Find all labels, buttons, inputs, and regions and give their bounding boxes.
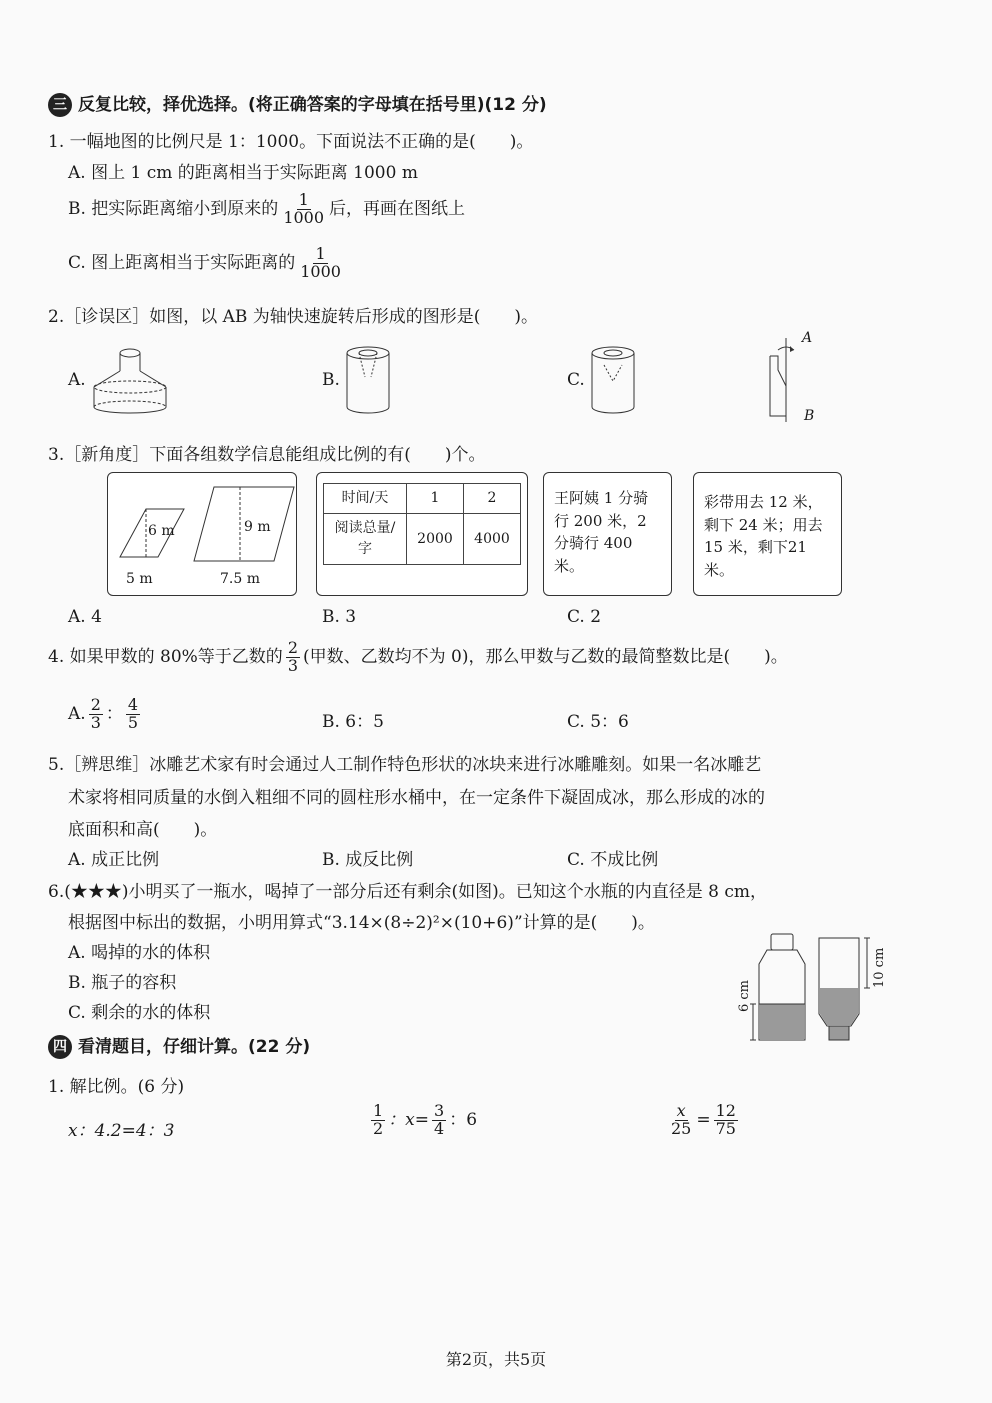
- fraction: $\frac{1}{1000}$: [300, 244, 341, 281]
- fraction: $\frac{2}{3}$: [287, 638, 298, 675]
- q4-stem: 4. 如果甲数的 80%等于乙数的 $\frac{2}{3}$ (甲数、乙数均不为 0)，那么甲数与乙数的最简整数比是( )。: [48, 638, 788, 675]
- q2-option-c-label: C.: [567, 370, 585, 390]
- q5-option-b: B. 成反比例: [322, 850, 414, 870]
- table-row-label: 阅读总量/字: [324, 514, 407, 565]
- q4-option-c: C. 5：6: [567, 712, 629, 732]
- q3-box-ribbon: [693, 472, 842, 596]
- q1-stem: 1. 一幅地图的比例尺是 1：1000。下面说法不正确的是( )。: [48, 132, 534, 152]
- proportion-2: $\frac{1}{2}$ ：x= $\frac{3}{4}$ ：6: [373, 1101, 478, 1138]
- q2-figure-c: [588, 345, 638, 417]
- q3-box-table: [316, 472, 528, 596]
- base-label-2: 7.5 m: [220, 571, 260, 587]
- q3-option-c: C. 2: [567, 607, 602, 627]
- table-cell: 2000: [407, 514, 464, 565]
- q3-option-a: A. 4: [68, 607, 102, 627]
- q3-box-bike: [543, 472, 672, 596]
- box-text: 王阿姨 1 分骑行 200 米，2 分骑行 400 米。: [554, 489, 649, 575]
- fraction: $\frac{1}{2}$: [373, 1101, 384, 1138]
- axis-label-a: A: [802, 330, 813, 346]
- q3-box-parallelograms: [107, 472, 297, 596]
- section-title: 看清题目，仔细计算。(22 分): [78, 1037, 311, 1057]
- table-header: 时间/天: [324, 484, 407, 514]
- reading-table: [323, 483, 521, 565]
- box-text: 彩带用去 12 米，剩下 24 米；用去 15 米，剩下21 米。: [704, 493, 823, 579]
- q2-figure-b: [343, 345, 393, 417]
- fraction: $\frac{3}{4}$: [434, 1101, 445, 1138]
- q2-option-b-label: B.: [322, 370, 340, 390]
- q5-option-c: C. 不成比例: [567, 850, 659, 870]
- q1-option-b: B. 把实际距离缩小到原来的 $\frac{1}{1000}$ 后，再画在图纸上: [68, 190, 466, 227]
- section-4-header: [48, 1032, 310, 1059]
- label-10cm: 10 cm: [872, 947, 887, 988]
- q6-line-2: 根据图中标出的数据，小明用算式“3.14×(8÷2)²×(10+6)”计算的是( )。: [68, 913, 655, 933]
- base-label-1: 5 m: [126, 571, 153, 587]
- q6-option-c: C. 剩余的水的体积: [68, 1003, 211, 1023]
- proportion-3: $\frac{x}{25}$ = $\frac{12}{75}$: [671, 1101, 736, 1138]
- axis-label-b: B: [804, 408, 815, 424]
- section-number: 三: [48, 93, 72, 117]
- section-number: 四: [48, 1035, 72, 1059]
- q2-option-a-label: A.: [68, 370, 86, 390]
- q4-option-b: B. 6：5: [322, 712, 384, 732]
- q5-option-a: A. 成正比例: [68, 850, 160, 870]
- q6-option-b: B. 瓶子的容积: [68, 973, 177, 993]
- q2-figure-a: [90, 345, 170, 415]
- fraction: $\frac{2}{3}$: [90, 695, 101, 732]
- q6-option-a: A. 喝掉的水的体积: [68, 943, 211, 963]
- height-label-2: 9 m: [244, 519, 271, 535]
- q5-line-1: 5.［辨思维］冰雕艺术家有时会通过人工制作特色形状的冰块来进行冰雕雕刻。如果一名冰雕艺: [48, 755, 762, 775]
- label-6cm: 6 cm: [737, 979, 752, 1012]
- q1-option-a: A. 图上 1 cm 的距离相当于实际距离 1000 m: [68, 163, 418, 183]
- height-label-1: 6 m: [148, 523, 175, 539]
- q3-option-b: B. 3: [322, 607, 357, 627]
- page-footer: 第2页，共5页: [445, 1350, 547, 1369]
- q6-line-1: 6.(★★★)小明买了一瓶水，喝掉了一部分后还有剩余(如图)。已知这个水瓶的内直径是 8 cm，: [48, 882, 768, 902]
- q1-option-c: C. 图上距离相当于实际距离的 $\frac{1}{1000}$: [68, 244, 341, 281]
- q5-line-2: 术家将相同质量的水倒入粗细不同的圆柱形水桶中，在一定条件下凝固成冰，那么形成的冰的: [68, 788, 765, 808]
- s4-q1-stem: 1. 解比例。(6 分): [48, 1077, 185, 1097]
- fraction: $\frac{x}{25}$: [671, 1101, 692, 1138]
- section-title: 反复比较，择优选择。(将正确答案的字母填在括号里)(12 分): [78, 95, 547, 115]
- q2-stem: 2.［诊误区］如图，以 AB 为轴快速旋转后形成的图形是( )。: [48, 307, 539, 327]
- q3-stem: 3.［新角度］下面各组数学信息能组成比例的有( )个。: [48, 445, 486, 465]
- table-header: 2: [464, 484, 521, 514]
- fraction: $\frac{12}{75}$: [715, 1101, 736, 1138]
- q2-axis-figure: [760, 330, 830, 430]
- table-header: 1: [407, 484, 464, 514]
- proportion-1: x：4.2=4：3: [68, 1121, 175, 1141]
- fraction: $\frac{1}{1000}$: [283, 190, 325, 227]
- table-cell: 4000: [464, 514, 521, 565]
- section-3-header: [48, 90, 547, 117]
- fraction: $\frac{4}{5}$: [127, 695, 139, 732]
- q4-option-a: A. $\frac{2}{3}$ ： $\frac{4}{5}$: [68, 695, 139, 732]
- q5-line-3: 底面积和高( )。: [68, 820, 218, 840]
